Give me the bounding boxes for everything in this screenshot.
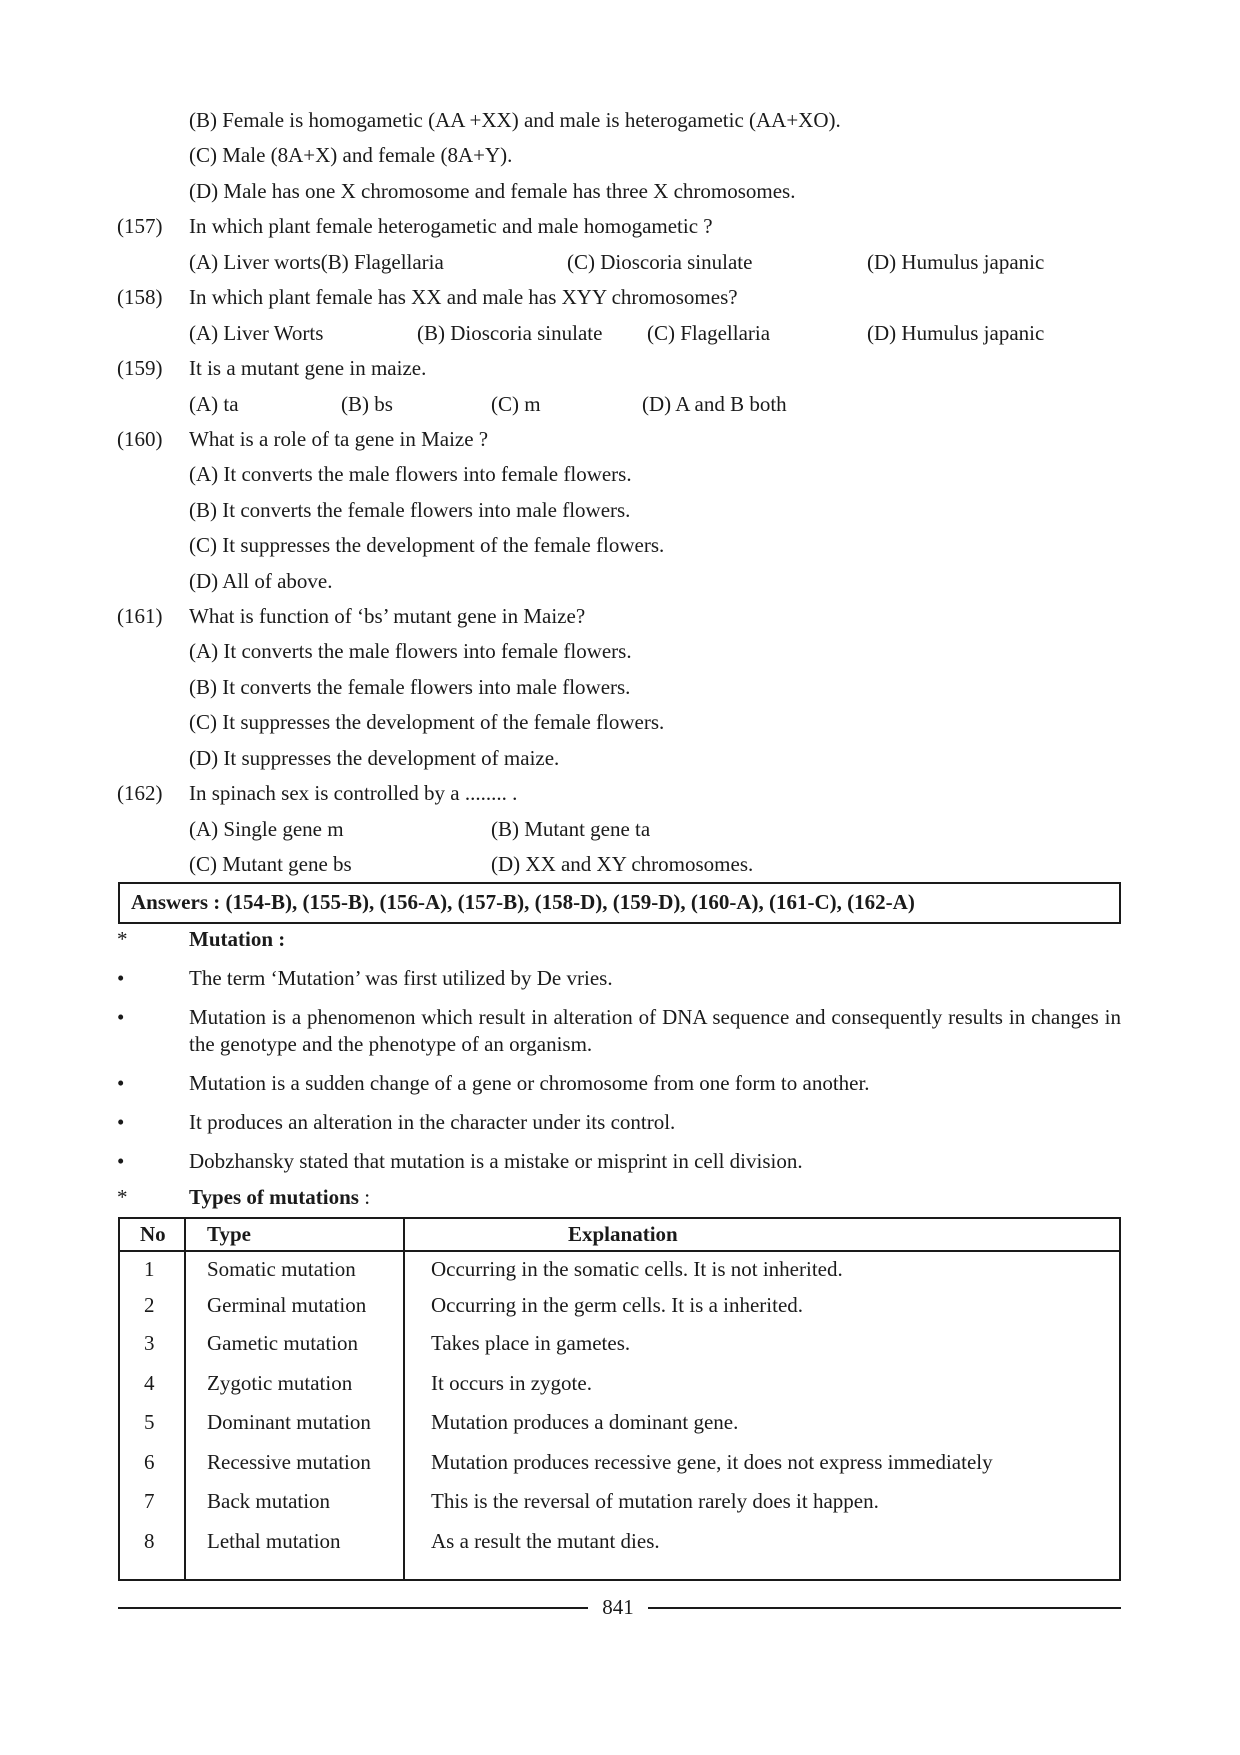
row-type: Germinal mutation: [207, 1293, 367, 1317]
column-divider: [184, 1219, 186, 1579]
footer-rule-right: [648, 1607, 1121, 1609]
bullet-text: Mutation is a sudden change of a gene or chromosome from one form to another.: [189, 1071, 870, 1095]
row-type: Back mutation: [207, 1489, 331, 1513]
question-number: (159): [117, 356, 163, 380]
option: (C) It suppresses the development of the female flowers.: [189, 533, 665, 557]
option-line: (B) Female is homogametic (AA +XX) and male is heterogametic (AA+XO).: [189, 108, 841, 132]
option-line: (C) Male (8A+X) and female (8A+Y).: [189, 143, 513, 167]
bullet-icon: •: [117, 1071, 125, 1095]
section-heading: Mutation :: [189, 927, 286, 951]
question-text: In spinach sex is controlled by a ........ .: [189, 781, 518, 805]
row-type: Recessive mutation: [207, 1450, 371, 1474]
question-number: (162): [117, 781, 163, 805]
question-number: (161): [117, 604, 163, 628]
option-line: (D) Male has one X chromosome and female has three X chromosomes.: [189, 179, 796, 203]
header-explanation: Explanation: [568, 1222, 678, 1246]
star-marker: *: [117, 1185, 128, 1209]
row-explanation: This is the reversal of mutation rarely does it happen.: [431, 1489, 879, 1513]
page-number: 841: [602, 1595, 634, 1619]
row-type: Somatic mutation: [207, 1257, 356, 1281]
option: (B) Dioscoria sinulate: [417, 321, 603, 345]
header-no: No: [140, 1222, 166, 1246]
question-text: In which plant female heterogametic and male homogametic ?: [189, 214, 713, 238]
row-explanation: It occurs in zygote.: [431, 1371, 592, 1395]
row-number: 1: [144, 1257, 155, 1281]
row-number: 7: [144, 1489, 155, 1513]
option: (A) Liver Worts: [189, 321, 324, 345]
star-marker: *: [117, 927, 128, 951]
footer-rule-left: [118, 1607, 588, 1609]
row-explanation: Occurring in the germ cells. It is a inherited.: [431, 1293, 804, 1317]
types-heading-colon: :: [364, 1185, 371, 1209]
row-explanation: Mutation produces a dominant gene.: [431, 1410, 739, 1434]
option: (D) Humulus japanic: [867, 250, 1045, 274]
option: (A) It converts the male flowers into female flowers.: [189, 462, 632, 486]
question-number: (158): [117, 285, 163, 309]
question-number: (157): [117, 214, 163, 238]
option: (B) It converts the female flowers into male flowers.: [189, 675, 631, 699]
bullet-icon: •: [117, 1005, 125, 1029]
row-explanation: Mutation produces recessive gene, it does not express immediately: [431, 1450, 993, 1474]
option: (B) Mutant gene ta: [491, 817, 651, 841]
question-text: In which plant female has XX and male has XYY chromosomes?: [189, 285, 738, 309]
option: (D) XX and XY chromosomes.: [491, 852, 754, 876]
question-text: It is a mutant gene in maize.: [189, 356, 427, 380]
question-text: What is a role of ta gene in Maize ?: [189, 427, 489, 451]
header-type: Type: [207, 1222, 251, 1246]
row-number: 5: [144, 1410, 155, 1434]
option: (B) bs: [341, 392, 393, 416]
option: (C) Mutant gene bs: [189, 852, 352, 876]
option: (A) Single gene m: [189, 817, 344, 841]
question-number: (160): [117, 427, 163, 451]
option: (A) It converts the male flowers into female flowers.: [189, 639, 632, 663]
row-type: Zygotic mutation: [207, 1371, 353, 1395]
row-number: 4: [144, 1371, 155, 1395]
answers-box: [118, 882, 1121, 924]
row-number: 8: [144, 1529, 155, 1553]
option: (C) Dioscoria sinulate: [567, 250, 753, 274]
row-type: Gametic mutation: [207, 1331, 359, 1355]
option: (A) ta: [189, 392, 239, 416]
bullet-icon: •: [117, 1149, 125, 1173]
option: (C) m: [491, 392, 541, 416]
bullet-icon: •: [117, 966, 125, 990]
bullet-text: Dobzhansky stated that mutation is a mistake or misprint in cell division.: [189, 1149, 803, 1173]
column-divider: [403, 1219, 405, 1579]
option: (D) A and B both: [642, 392, 787, 416]
types-heading-text: Types of mutations: [189, 1185, 359, 1209]
option: (D) Humulus japanic: [867, 321, 1045, 345]
answers-text: Answers : (154-B), (155-B), (156-A), (157-B), (158-D), (159-D), (160-A), (161-C), (162-A): [131, 890, 915, 914]
mutation-types-table: [118, 1217, 1121, 1581]
header-divider: [120, 1250, 1119, 1252]
row-number: 2: [144, 1293, 155, 1317]
row-number: 6: [144, 1450, 155, 1474]
option: (B) It converts the female flowers into male flowers.: [189, 498, 631, 522]
question-text: What is function of ‘bs’ mutant gene in Maize?: [189, 604, 586, 628]
row-type: Lethal mutation: [207, 1529, 341, 1553]
bullet-text: The term ‘Mutation’ was first utilized by De vries.: [189, 966, 613, 990]
row-explanation: Occurring in the somatic cells. It is not inherited.: [431, 1257, 843, 1281]
bullet-text: It produces an alteration in the character under its control.: [189, 1110, 676, 1134]
option: (A) Liver worts(B) Flagellaria: [189, 250, 444, 274]
option: (C) It suppresses the development of the female flowers.: [189, 710, 665, 734]
bullet-text: Mutation is a phenomenon which result in alteration of DNA sequence and consequently results in changes in the genotype and the phenotype of an organism.: [189, 1005, 1121, 1056]
row-explanation: As a result the mutant dies.: [431, 1529, 660, 1553]
row-type: Dominant mutation: [207, 1410, 371, 1434]
row-explanation: Takes place in gametes.: [431, 1331, 631, 1355]
option: (C) Flagellaria: [647, 321, 771, 345]
option: (D) It suppresses the development of maize.: [189, 746, 560, 770]
section-heading: [189, 1184, 370, 1210]
row-number: 3: [144, 1331, 155, 1355]
option: (D) All of above.: [189, 569, 333, 593]
bullet-icon: •: [117, 1110, 125, 1134]
